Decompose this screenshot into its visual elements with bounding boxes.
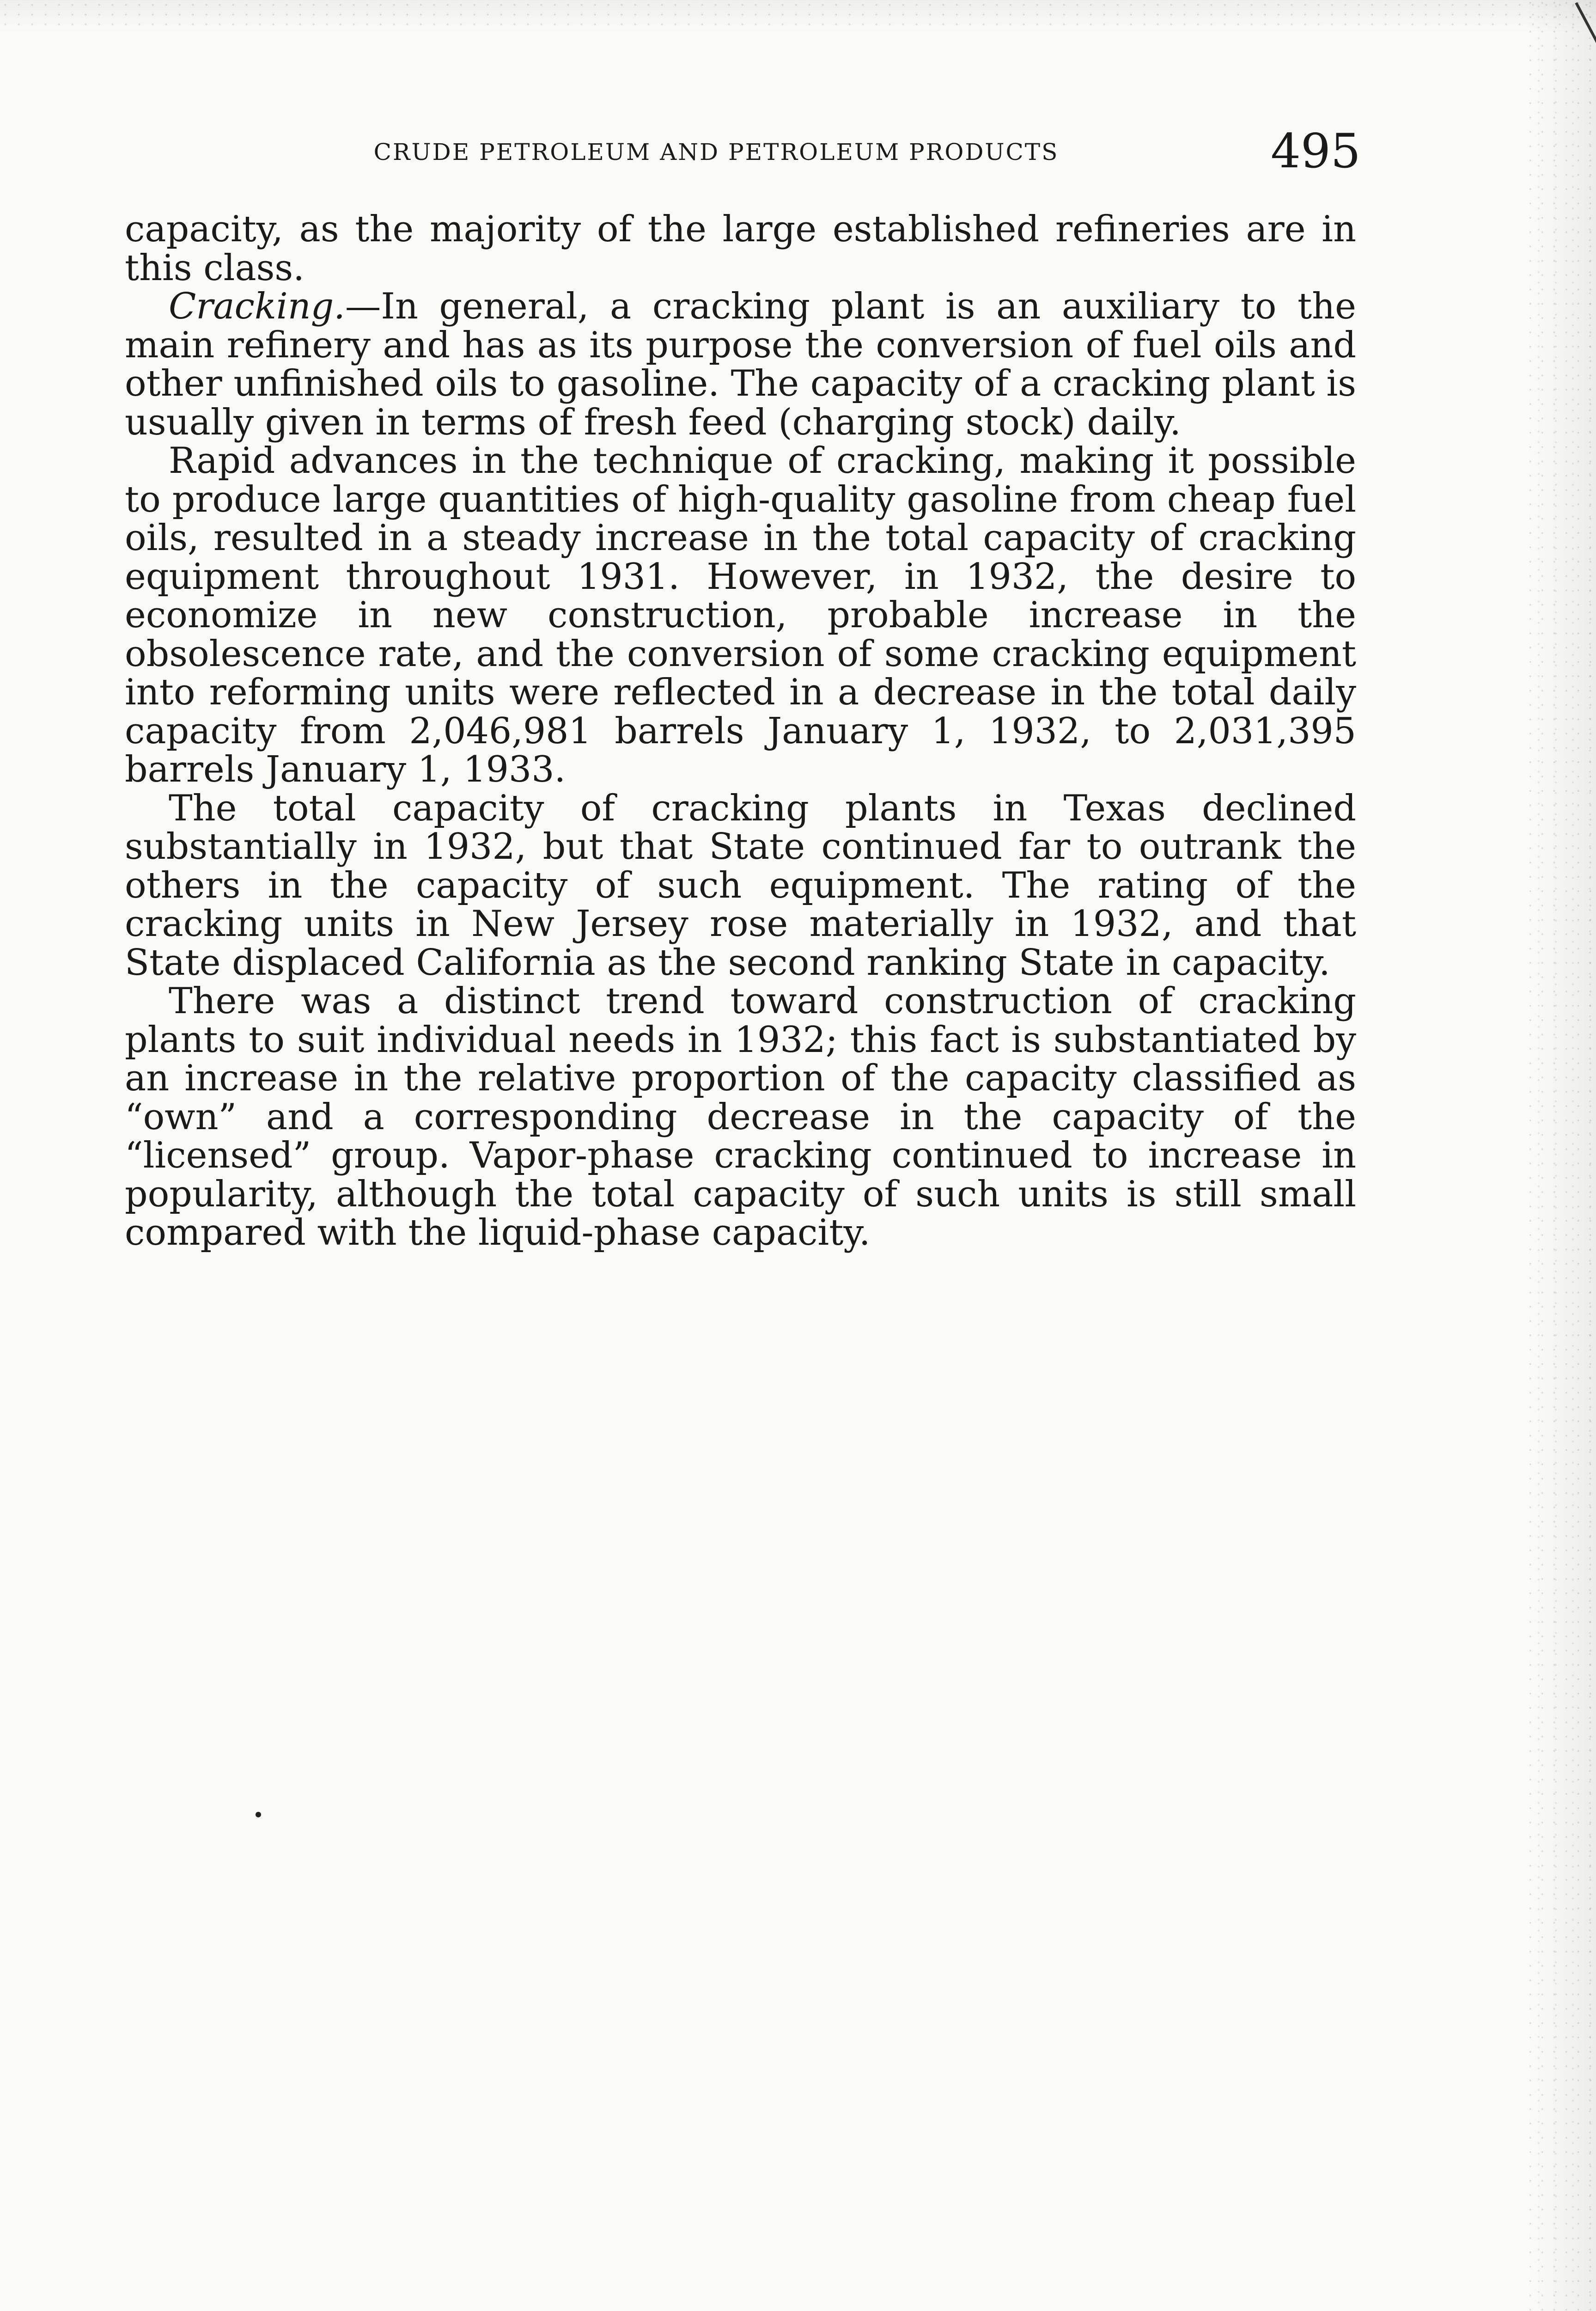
paragraph-trend: There was a distinct trend toward construction of cracking plants to suit individual needs in 1932; this fact is substantiated by an increase in the relative proportion of the capacity classified as “own” and a corresponding decrease in the capacity of the “licensed” group. Vapor-phase cracking continued to increase in popularity, although the total capacity of such units is still small compared with the liquid-phase capacity. xyxy=(125,980,1356,1253)
page-number: 495 xyxy=(1271,124,1361,179)
section-heading-cracking: Cracking. xyxy=(169,286,345,327)
paragraph-texas: The total capacity of cracking plants in Texas declined substantially in 1932, but that State continued far to outrank the others in the capacity of such equipment. The rating of the cracking units in New Jersey rose materially in 1932, and that State displaced California as the second ranking State in capacity. xyxy=(125,787,1356,984)
body-text xyxy=(125,210,1356,1253)
paragraph-cracking-text: —In general, a cracking plant is an auxiliary to the main refinery and has as its purpose the conversion of fuel oils and other unfinished oils to gasoline. The capacity of a cracking plant is usually given in terms of fresh feed (charging stock) daily. xyxy=(125,286,1356,443)
scan-edge-top xyxy=(0,0,1596,32)
paragraph-rapid-advances: Rapid advances in the technique of cracking, making it possible to produce large quantities of high-quality gasoline from cheap fuel oils, resulted in a steady increase in the total capacity of cracking equipment throughout 1931. However, in 1932, the desire to economize in new construction, probable increase in the obsolescence rate, and the conversion of some cracking equipment into reforming units were reflected in a decrease in the total daily capacity from 2,046,981 barrels January 1, 1932, to 2,031,395 barrels January 1, 1933. xyxy=(125,440,1356,790)
stray-mark xyxy=(256,1812,261,1817)
running-title: CRUDE PETROLEUM AND PETROLEUM PRODUCTS xyxy=(373,139,1059,165)
paragraph-continued: capacity, as the majority of the large established refineries are in this class. xyxy=(125,208,1356,289)
scan-edge-right xyxy=(1527,0,1596,2311)
paragraph-cracking xyxy=(125,287,1356,442)
